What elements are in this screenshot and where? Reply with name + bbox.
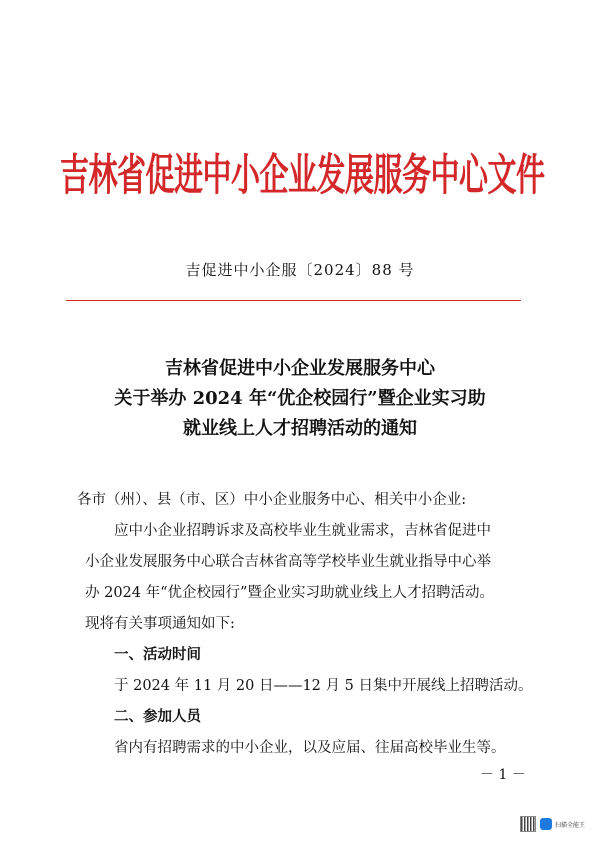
title-line-1: 吉林省促进中小企业发展服务中心 [165,358,435,379]
section-1-text: 于 2024 年 11 月 20 日——12 月 5 日集中开展线上招聘活动。 [114,678,533,694]
qr-code-icon [520,816,536,832]
title-line-3: 就业线上人才招聘活动的通知 [183,418,417,439]
agency-document-header: 吉林省促进中小企业发展服务中心文件 [60,149,545,201]
title-line-2: 关于举办 2024 年“优企校园行”暨企业实习助 [114,388,486,409]
intro-line-3: 办 2024 年“优企校园行”暨企业实习助就业线上人才招聘活动。 [85,585,494,601]
scanner-watermark-text: 扫描全能王 [555,821,586,829]
intro-line-2: 小企业发展服务中心联合吉林省高等学校毕业生就业指导中心举 [85,554,491,570]
section-2-text: 省内有招聘需求的中小企业，以及应届、往届高校毕业生等。 [114,740,506,756]
notice-body [77,485,533,764]
intro-line-1: 应中小企业招聘诉求及高校毕业生就业需求，吉林省促进中 [114,523,491,539]
scanner-app-logo-icon [540,818,552,830]
section-2-heading: 二、参加人员 [114,709,201,725]
intro-line-4: 现将有关事项通知如下: [85,616,235,632]
header-divider-line [66,300,521,301]
page-number: － 1 － [480,767,526,783]
section-1-heading: 一、活动时间 [114,647,201,663]
salutation: 各市（州）、县（市、区）中小企业服务中心、相关中小企业: [77,492,467,508]
scanner-watermark [520,810,592,838]
notice-title [40,354,560,444]
document-number: 吉促进中小企服〔2024〕88 号 [185,261,415,279]
